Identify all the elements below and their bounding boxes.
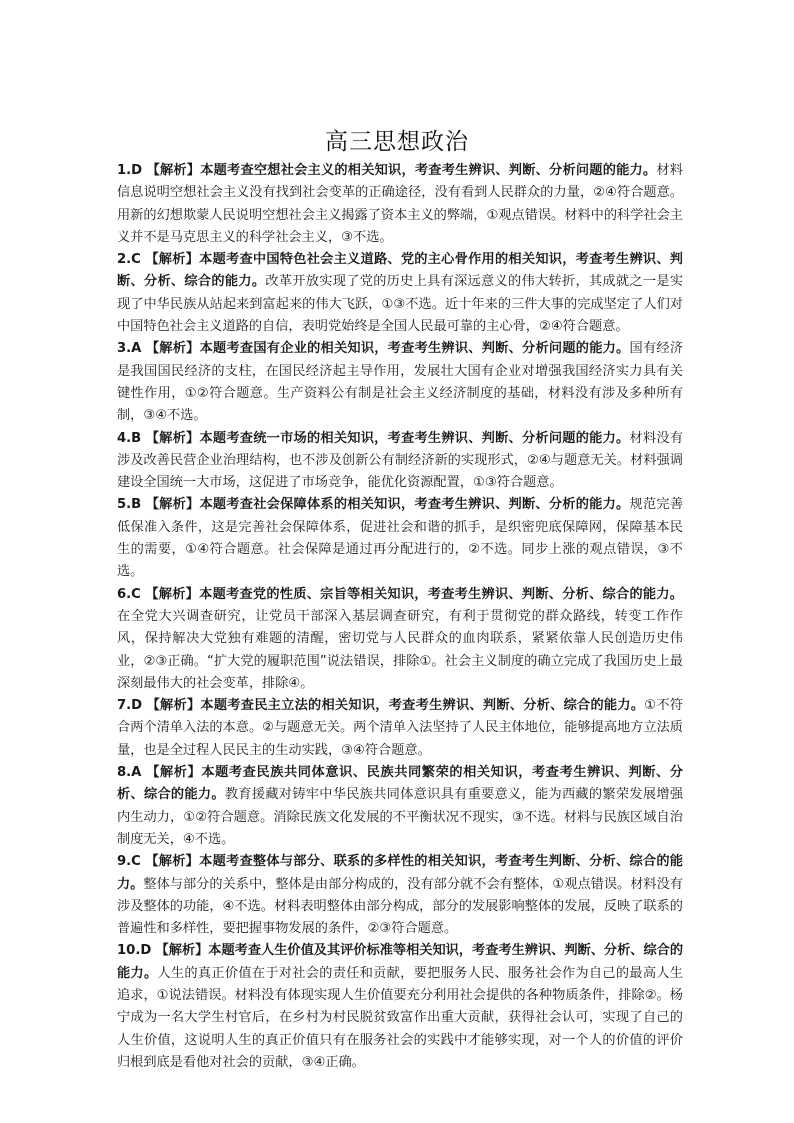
answer-number: 9.C: [117, 854, 141, 870]
answer-heading: 【解析】本题考查社会保障体系的相关知识，考查考生辨识、判断、分析的能力。: [145, 497, 630, 513]
answer-item-6: [117, 584, 683, 695]
answer-number: 4.B: [117, 430, 142, 446]
answer-heading: 【解析】本题考查整体与部分、联系的多样性的相关知识，考查考生判断、分析、综合的能力。: [117, 854, 683, 892]
answer-body: 人生的真正价值在于对社会的责任和贡献，要把服务人民、服务社会作为自己的最高人生追求，①说法错误。材料没有体现实现人生价值要充分利用社会提供的各种物质条件，排除②。杨宁成为一名大学生村官后，在乡村为村民脱贫致富作出重大贡献，获得社会认可，实现了自己的人生价值，这说明人生的真正价值只有在服务社会的实践中才能够实现，对一个人的价值的评价归根到底是看他对社会的贡献，③④正确。: [117, 965, 683, 1070]
answer-body: 在全党大兴调查研究，让党员干部深入基层调查研究，有利于贯彻党的群众路线，转变工作作风，保持解决大党独有难题的清醒，密切党与人民群众的血肉联系，紧紧依靠人民创造历史伟业，②③正确。“扩大党的履职范围”说法错误，排除①。社会主义制度的确立完成了我国历史上最深刻最伟大的社会变革，排除④。: [117, 608, 683, 691]
answer-number: 7.D: [117, 698, 143, 714]
answer-item-2: [117, 249, 683, 338]
answer-number: 2.C: [117, 252, 141, 268]
answer-item-7: [117, 695, 683, 762]
answer-item-10: [117, 940, 683, 1074]
answer-body: 材料没有涉及改善民营企业治理结构，也不涉及创新公有制经济新的实现形式，②④与题意无关。材料强调建设全国统一大市场，这促进了市场竞争，能优化资源配置，①③符合题意。: [117, 430, 684, 491]
answer-body: 规范完善低保准入条件，这是完善社会保障体系，促进社会和谐的抓手，是织密兜底保障网，保障基本民生的需要，①④符合题意。社会保障是通过再分配进行的，②不选。同步上涨的观点错误，③不选。: [117, 497, 684, 580]
answer-item-9: [117, 851, 683, 940]
answer-number: 3.A: [117, 341, 142, 357]
answer-number: 8.A: [117, 765, 142, 781]
answer-number: 6.C: [117, 586, 141, 602]
answer-item-5: [117, 494, 683, 583]
answer-heading: 【解析】本题考查民主立法的相关知识，考查考生辨识、判断、分析、综合的能力。: [146, 698, 645, 714]
answer-item-8: [117, 762, 683, 851]
answer-body: ①不符合两个清单入法的本意。②与题意无关。两个清单入法坚持了人民主体地位，能够提高地方立法质量，也是全过程人民民主的生动实践，③④符合题意。: [117, 698, 684, 758]
answer-number: 1.D: [117, 163, 143, 178]
page-title: 高三思想政治: [325, 129, 469, 155]
answer-heading: 【解析】本题考查国有企业的相关知识，考查考生辨识、判断、分析问题的能力。: [145, 341, 630, 357]
answer-heading: 【解析】本题考查空想社会主义的相关知识，考查考生辨识、判断、分析问题的能力。: [146, 163, 657, 178]
answer-body: 整体与部分的关系中，整体是由部分构成的，没有部分就不会有整体，①观点错误。材料没有涉及整体的功能，④不选。材料表明整体由部分构成，部分的发展影响整体的发展，反映了联系的普遍性和多样性，要把握事物发展的条件，②③符合题意。: [117, 876, 683, 937]
answer-list: [117, 160, 683, 1074]
answer-body: 教育援藏对铸牢中华民族共同体意识具有重要意义，能为西藏的繁荣发展增强内生动力，①②符合题意。消除民族文化发展的不平衡状况不现实，③不选。材料与民族区域自治制度无关，④不选。: [117, 787, 684, 847]
answer-heading: 【解析】本题考查党的性质、宗旨等相关知识，考查考生辨识、判断、分析、综合的能力。: [145, 586, 683, 602]
answer-body: 国有经济是我国国民经济的支柱，在国民经济起主导作用，发展壮大国有企业对增强我国经济实力具有关键性作用，①②符合题意。生产资料公有制是社会主义经济制度的基础，材料没有涉及多种所有制，③④不选。: [117, 341, 684, 424]
answer-body: 材料信息说明空想社会主义没有找到社会变革的正确途径，没有看到人民群众的力量，②④符合题意。用新的幻想欺蒙人民说明空想社会主义揭露了资本主义的弊端，①观点错误。材料中的科学社会主义并不是马克思主义的科学社会主义，③不选。: [117, 163, 683, 245]
answer-heading: 【解析】本题考查中国特色社会主义道路、党的主心骨作用的相关知识，考查考生辨识、判断、分析、综合的能力。: [117, 252, 683, 290]
answer-number: 10.D: [117, 943, 152, 959]
answer-item-1: [117, 160, 683, 249]
answer-item-4: [117, 428, 683, 495]
answer-item-3: [117, 338, 683, 427]
answer-body: 改革开放实现了党的历史上具有深远意义的伟大转折，其成就之一是实现了中华民族从站起来到富起来的伟大飞跃，①③不选。近十年来的三件大事的完成坚定了人们对中国特色社会主义道路的自信，表明党始终是全国人民最可靠的主心骨，②④符合题意。: [117, 274, 684, 335]
answer-number: 5.B: [117, 497, 142, 513]
answer-heading: 【解析】本题考查人生价值及其评价标准等相关知识，考查考生辨识、判断、分析、综合的能力。: [117, 943, 684, 981]
answer-heading: 【解析】本题考查民族共同体意识、民族共同繁荣的相关知识，考查考生辨识、判断、分析、综合的能力。: [117, 765, 683, 803]
answer-heading: 【解析】本题考查统一市场的相关知识，考查考生辨识、判断、分析问题的能力。: [145, 430, 630, 446]
